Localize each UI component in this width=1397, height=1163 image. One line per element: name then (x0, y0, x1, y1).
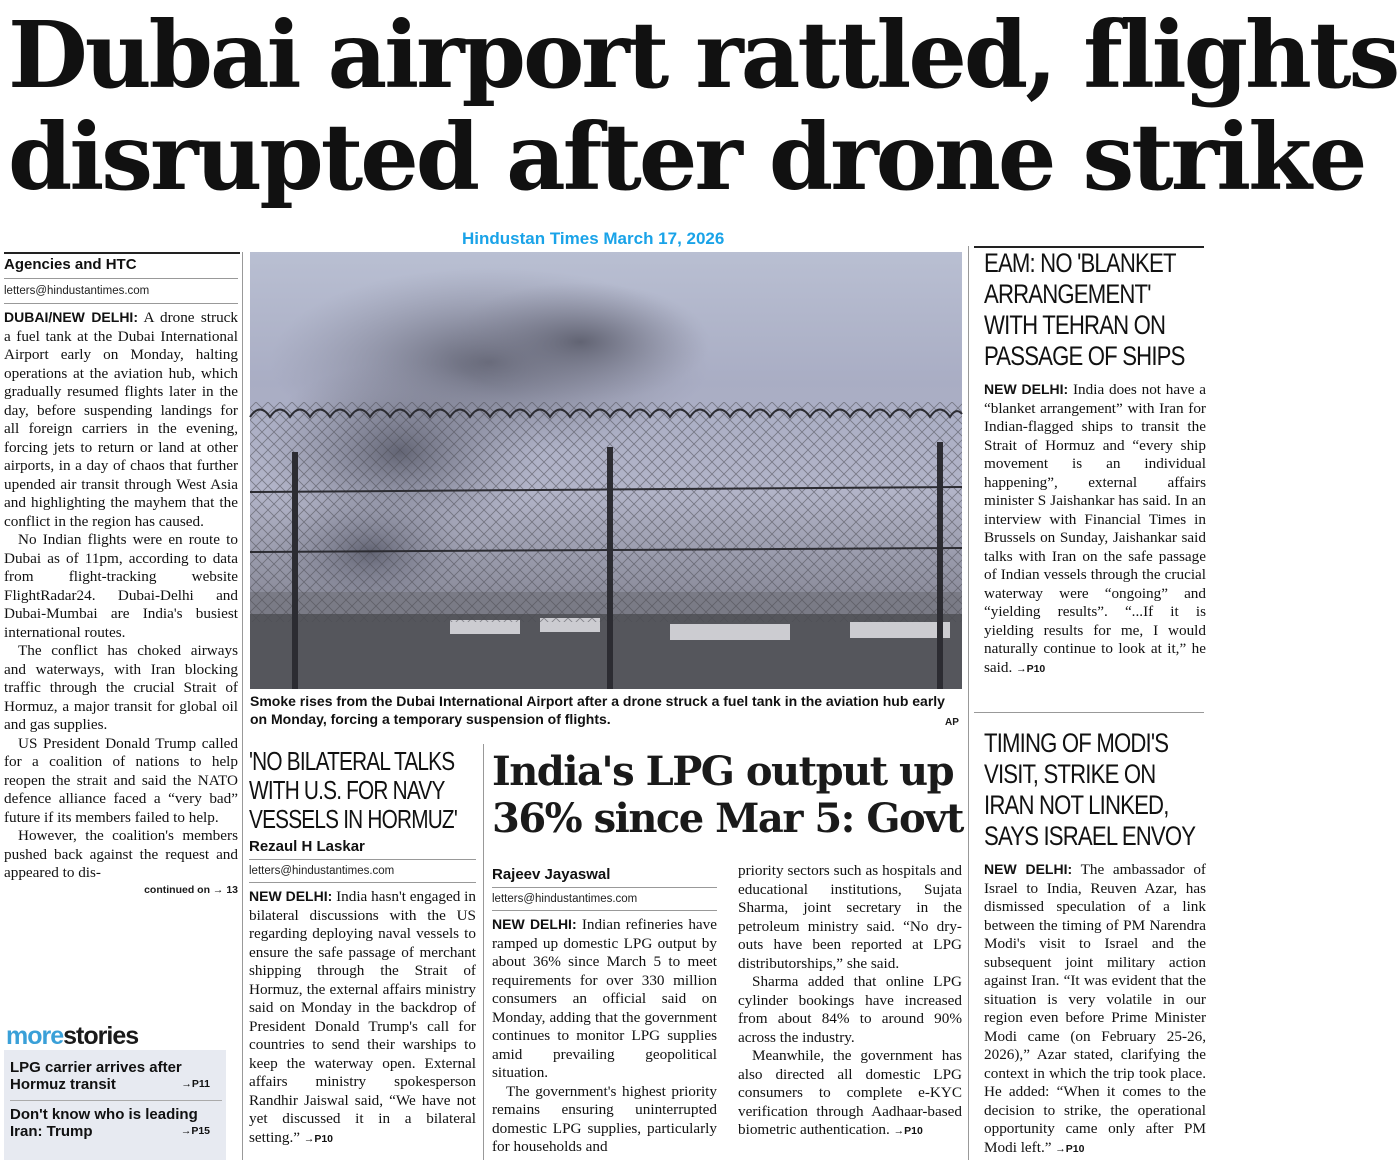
divider (249, 859, 476, 860)
page-ref[interactable]: →P10 (303, 1132, 334, 1145)
divider (10, 1100, 222, 1101)
more-stories-title-a: more (6, 1022, 64, 1050)
divider (492, 887, 717, 888)
paragraph: Sharma added that online LPG cylinder bookings have increased from about 84% to around 90% across the industry. (738, 973, 962, 1046)
main-headline-line2: disrupted after drone strike (8, 103, 1365, 211)
main-story (4, 256, 238, 896)
paragraph: India hasn't engaged in bilateral discussions with the US regarding deploying naval vessels to ensure the safe passage of merchant shipping through the Strait of Hormuz, the external affairs ministry said on Monday in the backdrop of President Donald Trump's call for countries to send their warships to keep the waterway open. External affairs ministry spokesperson Randhir Jaiswal said, “We have not yet discussed it in a bilateral setting.” (249, 888, 476, 1146)
main-headline (8, 1, 1397, 211)
paragraph: A drone struck a fuel tank at the Dubai International Airport early on Monday, halting operations at the aviation hub, which gradually resumed flights later in the day, before suspending landings for all foreign carriers in the evening, forcing jets to return or land at other airports, in a day of chaos that further upended air transit through West Asia and highlighting the mayhem that the conflict in the region has caused. (4, 309, 239, 530)
more-story-item[interactable] (10, 1106, 220, 1140)
divider (4, 278, 238, 279)
page-ref: →P11 (181, 1078, 210, 1090)
page-ref: →P15 (180, 1125, 210, 1137)
eam-story (984, 248, 1206, 678)
page-ref[interactable]: →P10 (893, 1125, 923, 1137)
divider (968, 246, 969, 1160)
lpg-story (492, 748, 962, 842)
divider (483, 744, 484, 1160)
bilateral-headline: 'NO BILATERAL TALKS WITH U.S. FOR NAVY VESSELS IN HORMUZ' (249, 746, 458, 834)
divider (4, 303, 238, 304)
divider (4, 252, 240, 254)
divider (974, 712, 1204, 713)
lpg-story-body-cont (738, 862, 962, 1141)
continued-link[interactable]: continued on → 13 (144, 883, 238, 896)
byline: Rezaul H Laskar (249, 838, 365, 855)
divider (242, 252, 243, 1160)
page-ref[interactable]: →P10 (1055, 1142, 1085, 1155)
lpg-story-col1 (492, 866, 717, 1157)
watermark: Hindustan Times March 17, 2026 (462, 229, 725, 248)
main-headline-line1: Dubai airport rattled, flights (8, 1, 1397, 109)
airport-photo-image (250, 252, 962, 689)
lpg-story-body (492, 915, 717, 1157)
byline-email: letters@hindustantimes.com (492, 893, 638, 905)
paragraph: The conflict has choked airways and waterways, with Iran blocking traffic through the crucial Strait of Hormuz, a major transit for global oil and gas supplies. (4, 642, 238, 733)
more-story-text: LPG carrier arrives after Hormuz transit (10, 1059, 182, 1093)
bilateral-story-body (249, 887, 476, 1148)
byline: Rajeev Jayaswal (492, 866, 611, 883)
main-story-body (4, 308, 238, 883)
paragraph (738, 1047, 962, 1141)
byline-email: letters@hindustantimes.com (4, 285, 150, 297)
dateline: NEW DELHI: (249, 888, 333, 904)
paragraph: The government's highest priority remains ensuring uninterrupted domestic LPG supplies, particularly for households and (492, 1082, 717, 1155)
paragraph: However, the coalition's members pushed back against the request and appeared to dis- (4, 827, 238, 881)
more-story-text: Don't know who is leading Iran: Trump (10, 1106, 198, 1140)
dateline: NEW DELHI: (492, 916, 577, 932)
paragraph-text: Meanwhile, the government has also directed all domestic LPG consumers to complete e-KYC verification through Aadhaar-based biometric authentication. (738, 1047, 962, 1138)
lpg-story-col2 (738, 862, 962, 1141)
paragraph: No Indian flights were en route to Dubai as of 11pm, according to data from flight-tracking website FlightRadar24. Dubai-Delhi and Dubai-Mumbai are India's busiest international routes. (4, 531, 238, 641)
byline-email: letters@hindustantimes.com (249, 865, 395, 877)
more-stories-title-b: stories (63, 1022, 139, 1050)
eam-story-body (984, 380, 1206, 678)
bilateral-story (249, 747, 476, 1148)
divider (492, 910, 717, 911)
photo-caption: Smoke rises from the Dubai International Airport after a drone struck a fuel tank in the aviation hub early on Monday, forcing a temporary suspension of flights. (250, 693, 945, 727)
lpg-headline (492, 748, 962, 842)
divider (249, 882, 476, 883)
page-ref[interactable]: →P10 (1016, 662, 1046, 675)
eam-headline: EAM: NO 'BLANKET ARRANGEMENT' WITH TEHRAN ON PASSAGE OF SHIPS (984, 248, 1185, 371)
modi-headline: TIMING OF MODI'S VISIT, STRIKE ON IRAN NOT LINKED, SAYS ISRAEL ENVOY (984, 728, 1196, 851)
paragraph: US President Donald Trump called for a coalition of nations to help reopen the strait and said the NATO defence alliance faced a “very bad” future if its members failed to help. (4, 734, 238, 826)
photo-credit: AP (945, 717, 959, 728)
airport-photo (250, 252, 962, 689)
paragraph: priority sectors such as hospitals and educational institutions, Sujata Sharma, joint secretary in the petroleum ministry said. “No dry-outs have been reported at LPG distributorships,” she said. (738, 862, 962, 972)
lpg-headline-line2: 36% since Mar 5: Govt (492, 795, 963, 842)
lpg-headline-line1: India's LPG output up (492, 748, 954, 795)
paragraph: The ambassador of Israel to India, Reuven Azar, has dismissed speculation of a link between the timing of PM Narendra Modi's visit to Israel and the subsequent joint military action against Iran. “It was evident that the situation is very volatile in our region even before Prime Minister Modi came (on February 25-26, 2026),” Azar stated, clarifying the context in which the trip took place. He added: “When it comes to the decision to strike, the operational opportunity came only after PM Modi left.” (984, 861, 1206, 1156)
modi-story-body (984, 860, 1206, 1158)
paragraph: India does not have a “blanket arrangement” with Iran for Indian-flagged ships to transit the Strait of Hormuz and “every ship movement is an individual happening”, external affairs minister S Jaishankar has said. In an interview with Financial Times in Brussels on Sunday, Jaishankar said talks with Iran on the safe passage of Indian vessels through the crucial waterway were “ongoing” and “yielding results”. “...If it is yielding results for me, I would naturally continue to look at it,” he said. (984, 381, 1206, 676)
paragraph: Indian refineries have ramped up domestic LPG output by about 36% since March 5 to meet requirements for over 330 million consumers an official said on Monday, adding that the government continues to monitor LPG supplies amid prevailing geopolitical situation. (492, 916, 718, 1081)
dateline: DUBAI/NEW DELHI: (4, 309, 138, 325)
modi-story (984, 728, 1206, 1158)
dateline: NEW DELHI: (984, 861, 1073, 877)
more-stories-title (6, 1022, 138, 1051)
byline: Agencies and HTC (4, 256, 137, 273)
more-story-item[interactable] (10, 1059, 220, 1093)
dateline: NEW DELHI: (984, 381, 1069, 397)
